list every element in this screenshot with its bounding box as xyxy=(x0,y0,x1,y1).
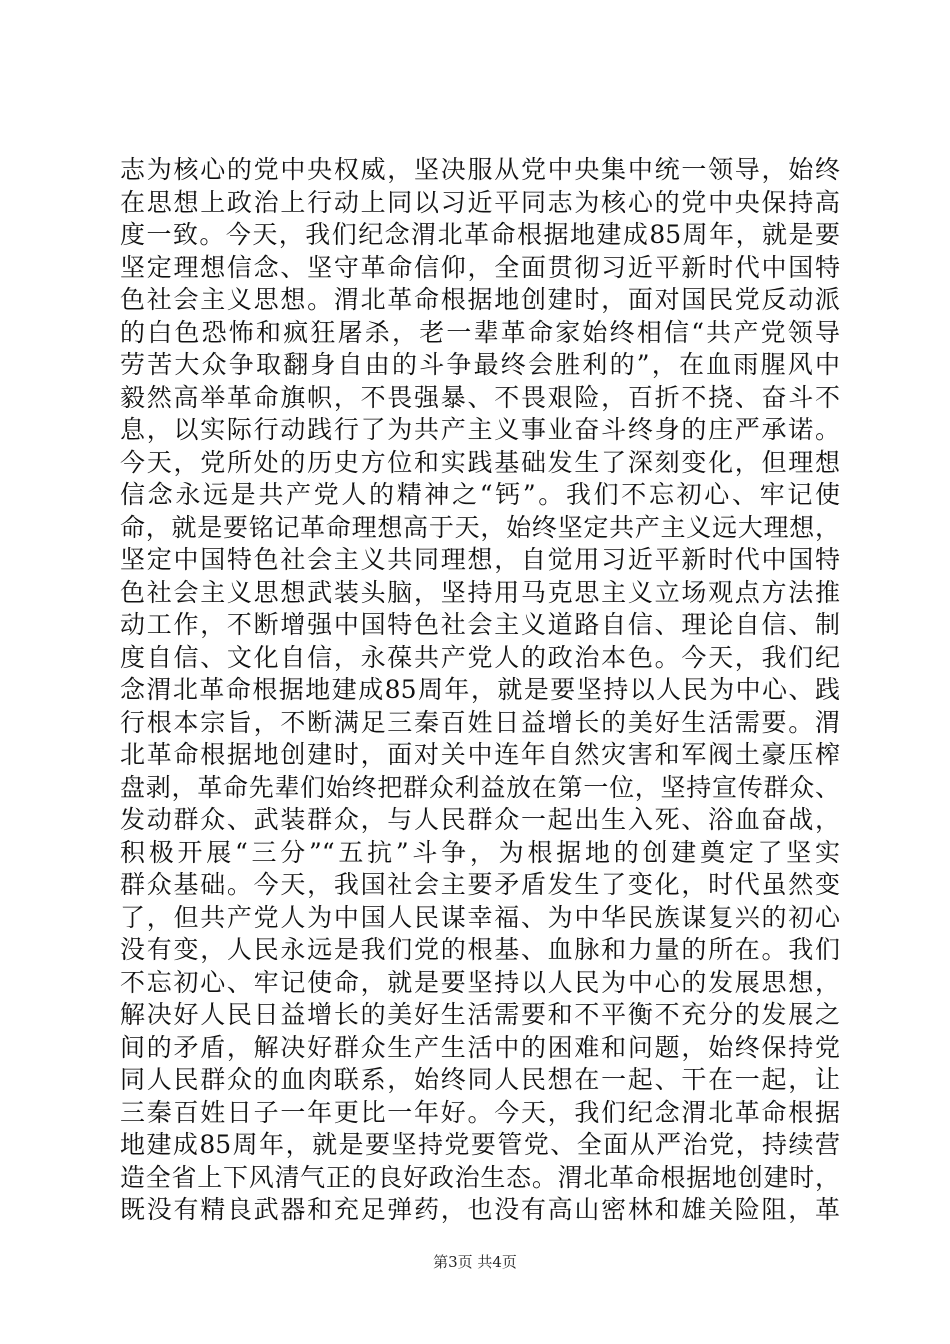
text-line: 命，就是要铭记革命理想高于天，始终坚定共产主义远大理想， xyxy=(120,512,840,542)
text-line: 发动群众、武装群众，与人民群众一起出生入死、浴血奋战， xyxy=(120,805,840,834)
text-line: 的白色恐怖和疯狂屠杀，老一辈革命家始终相信“共产党领导 xyxy=(120,317,840,347)
text-line: 度自信、文化自信，永葆共产党人的政治本色。今天，我们纪 xyxy=(120,642,840,672)
text-line: 盘剥，革命先辈们始终把群众利益放在第一位，坚持宣传群众、 xyxy=(120,772,840,802)
text-line: 地建成85周年，就是要坚持党要管党、全面从严治党，持续营 xyxy=(120,1130,840,1159)
text-line: 造全省上下风清气正的良好政治生态。渭北革命根据地创建时， xyxy=(120,1162,840,1192)
text-line: 积极开展“三分”“五抗”斗争，为根据地的创建奠定了坚实 xyxy=(120,837,840,867)
text-line: 息，以实际行动践行了为共产主义事业奋斗终身的庄严承诺。 xyxy=(120,415,840,444)
text-line: 没有变，人民永远是我们党的根基、血脉和力量的所在。我们 xyxy=(120,935,840,964)
text-line: 今天，党所处的历史方位和实践基础发生了深刻变化，但理想 xyxy=(120,447,840,477)
text-line: 色社会主义思想武装头脑，坚持用马克思主义立场观点方法推 xyxy=(120,577,840,607)
text-line: 不忘初心、牢记使命，就是要坚持以人民为中心的发展思想， xyxy=(120,967,840,997)
page-footer: 第3页 共4页 xyxy=(433,1253,517,1271)
text-line: 信念永远是共产党人的精神之“钙”。我们不忘初心、牢记使 xyxy=(120,480,840,509)
text-line: 解决好人民日益增长的美好生活需要和不平衡不充分的发展之 xyxy=(120,1000,840,1029)
text-line: 坚定中国特色社会主义共同理想，自觉用习近平新时代中国特 xyxy=(120,545,840,574)
text-line: 行根本宗旨，不断满足三秦百姓日益增长的美好生活需要。渭 xyxy=(120,707,840,737)
text-line: 念渭北革命根据地建成85周年，就是要坚持以人民为中心、践 xyxy=(120,675,840,704)
text-line: 度一致。今天，我们纪念渭北革命根据地建成85周年，就是要 xyxy=(120,220,840,249)
body-text xyxy=(120,154,840,1227)
text-line: 色社会主义思想。渭北革命根据地创建时，面对国民党反动派 xyxy=(120,285,840,314)
text-line: 同人民群众的血肉联系，始终同人民想在一起、干在一起，让 xyxy=(120,1065,840,1094)
text-line: 劳苦大众争取翻身自由的斗争最终会胜利的”，在血雨腥风中 xyxy=(120,350,840,379)
text-line: 了，但共产党人为中国人民谋幸福、为中华民族谋复兴的初心 xyxy=(120,902,840,932)
text-line: 三秦百姓日子一年更比一年好。今天，我们纪念渭北革命根据 xyxy=(120,1097,840,1127)
text-line: 既没有精良武器和充足弹药，也没有高山密林和雄关险阻，革 xyxy=(120,1195,840,1224)
text-line: 毅然高举革命旗帜，不畏强暴、不畏艰险，百折不挠、奋斗不 xyxy=(120,382,840,412)
text-line: 间的矛盾，解决好群众生产生活中的困难和问题，始终保持党 xyxy=(120,1032,840,1062)
text-line: 志为核心的党中央权威，坚决服从党中央集中统一领导，始终 xyxy=(120,155,840,184)
text-line: 群众基础。今天，我国社会主要矛盾发生了变化，时代虽然变 xyxy=(120,870,840,899)
text-line: 动工作，不断增强中国特色社会主义道路自信、理论自信、制 xyxy=(120,610,840,639)
text-line: 北革命根据地创建时，面对关中连年自然灾害和军阀土豪压榨 xyxy=(120,740,840,769)
text-line: 坚定理想信念、坚守革命信仰，全面贯彻习近平新时代中国特 xyxy=(120,252,840,282)
text-line: 在思想上政治上行动上同以习近平同志为核心的党中央保持高 xyxy=(120,187,840,217)
